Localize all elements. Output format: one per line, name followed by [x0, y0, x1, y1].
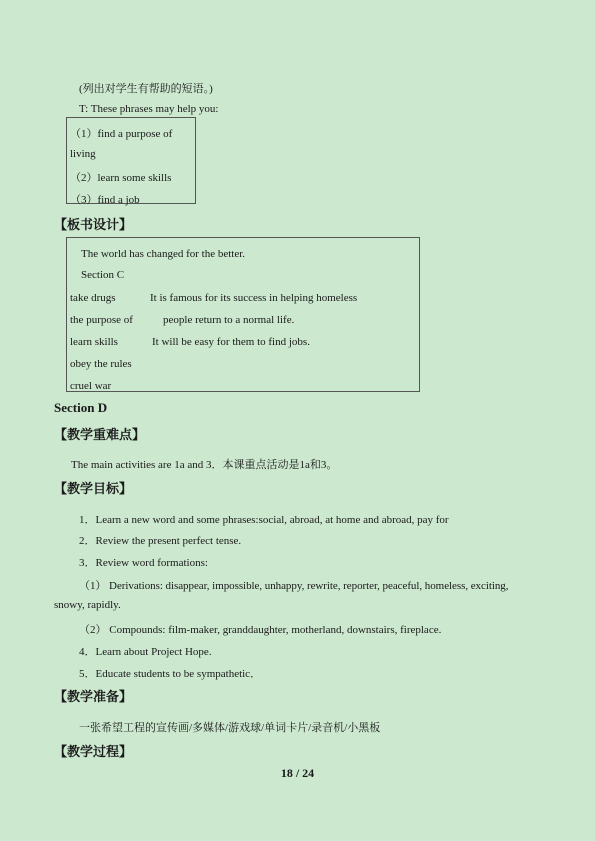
process-header: 【教学过程】: [54, 745, 133, 760]
phrase-item: （1）find a purpose of: [70, 128, 173, 140]
board-left-item: cruel war: [70, 380, 112, 392]
preparation-header: 【教学准备】: [54, 690, 133, 705]
page-number: 18 / 24: [280, 766, 315, 780]
board-left-item: take drugs: [70, 292, 116, 304]
board-left-item: learn skills: [70, 336, 118, 348]
board-right-item: It will be easy for them to find jobs.: [152, 336, 310, 348]
objective-item: snowy, rapidly.: [54, 599, 121, 611]
board-right-item: It is famous for its success in helping homeless: [150, 292, 358, 304]
objective-item: （1） Derivations: disappear, impossible, unhappy, rewrite, reporter, peaceful, homeless, exciting,: [79, 580, 509, 592]
phrase-item: （2）learn some skills: [70, 172, 172, 184]
board-section: Section C: [81, 269, 125, 281]
objectives-header: 【教学目标】: [54, 482, 133, 497]
objective-item: 2．Review the present perfect tense.: [79, 535, 242, 547]
key-points-text: The main activities are 1a and 3．本课重点活动是1a和3。: [71, 459, 338, 471]
teacher-line: T: These phrases may help you:: [79, 103, 219, 115]
note-line: (列出对学生有帮助的短语。): [79, 83, 213, 95]
objective-item: 4．Learn about Project Hope.: [79, 646, 212, 658]
board-left-item: obey the rules: [70, 358, 132, 370]
board-title: The world has changed for the better.: [81, 248, 246, 260]
board-right-item: people return to a normal life.: [163, 314, 295, 326]
board-design-header: 【板书设计】: [54, 218, 133, 233]
key-points-header: 【教学重难点】: [54, 428, 146, 443]
objective-item: （2） Compounds: film-maker, granddaughter, motherland, downstairs, fireplace.: [79, 624, 442, 636]
board-left-item: the purpose of: [70, 314, 133, 326]
phrase-item: （3）find a job: [70, 194, 140, 206]
objective-item: 1．Learn a new word and some phrases:social, abroad, at home and abroad, pay for: [79, 514, 449, 526]
preparation-text: 一张希望工程的宣传画/多媒体/游戏球/单词卡片/录音机/小黑板: [79, 722, 381, 734]
phrase-item: living: [70, 148, 96, 160]
objective-item: 5．Educate students to be sympathetic．: [79, 668, 262, 680]
objective-item: 3．Review word formations:: [79, 557, 208, 569]
section-d-title: Section D: [54, 400, 108, 415]
